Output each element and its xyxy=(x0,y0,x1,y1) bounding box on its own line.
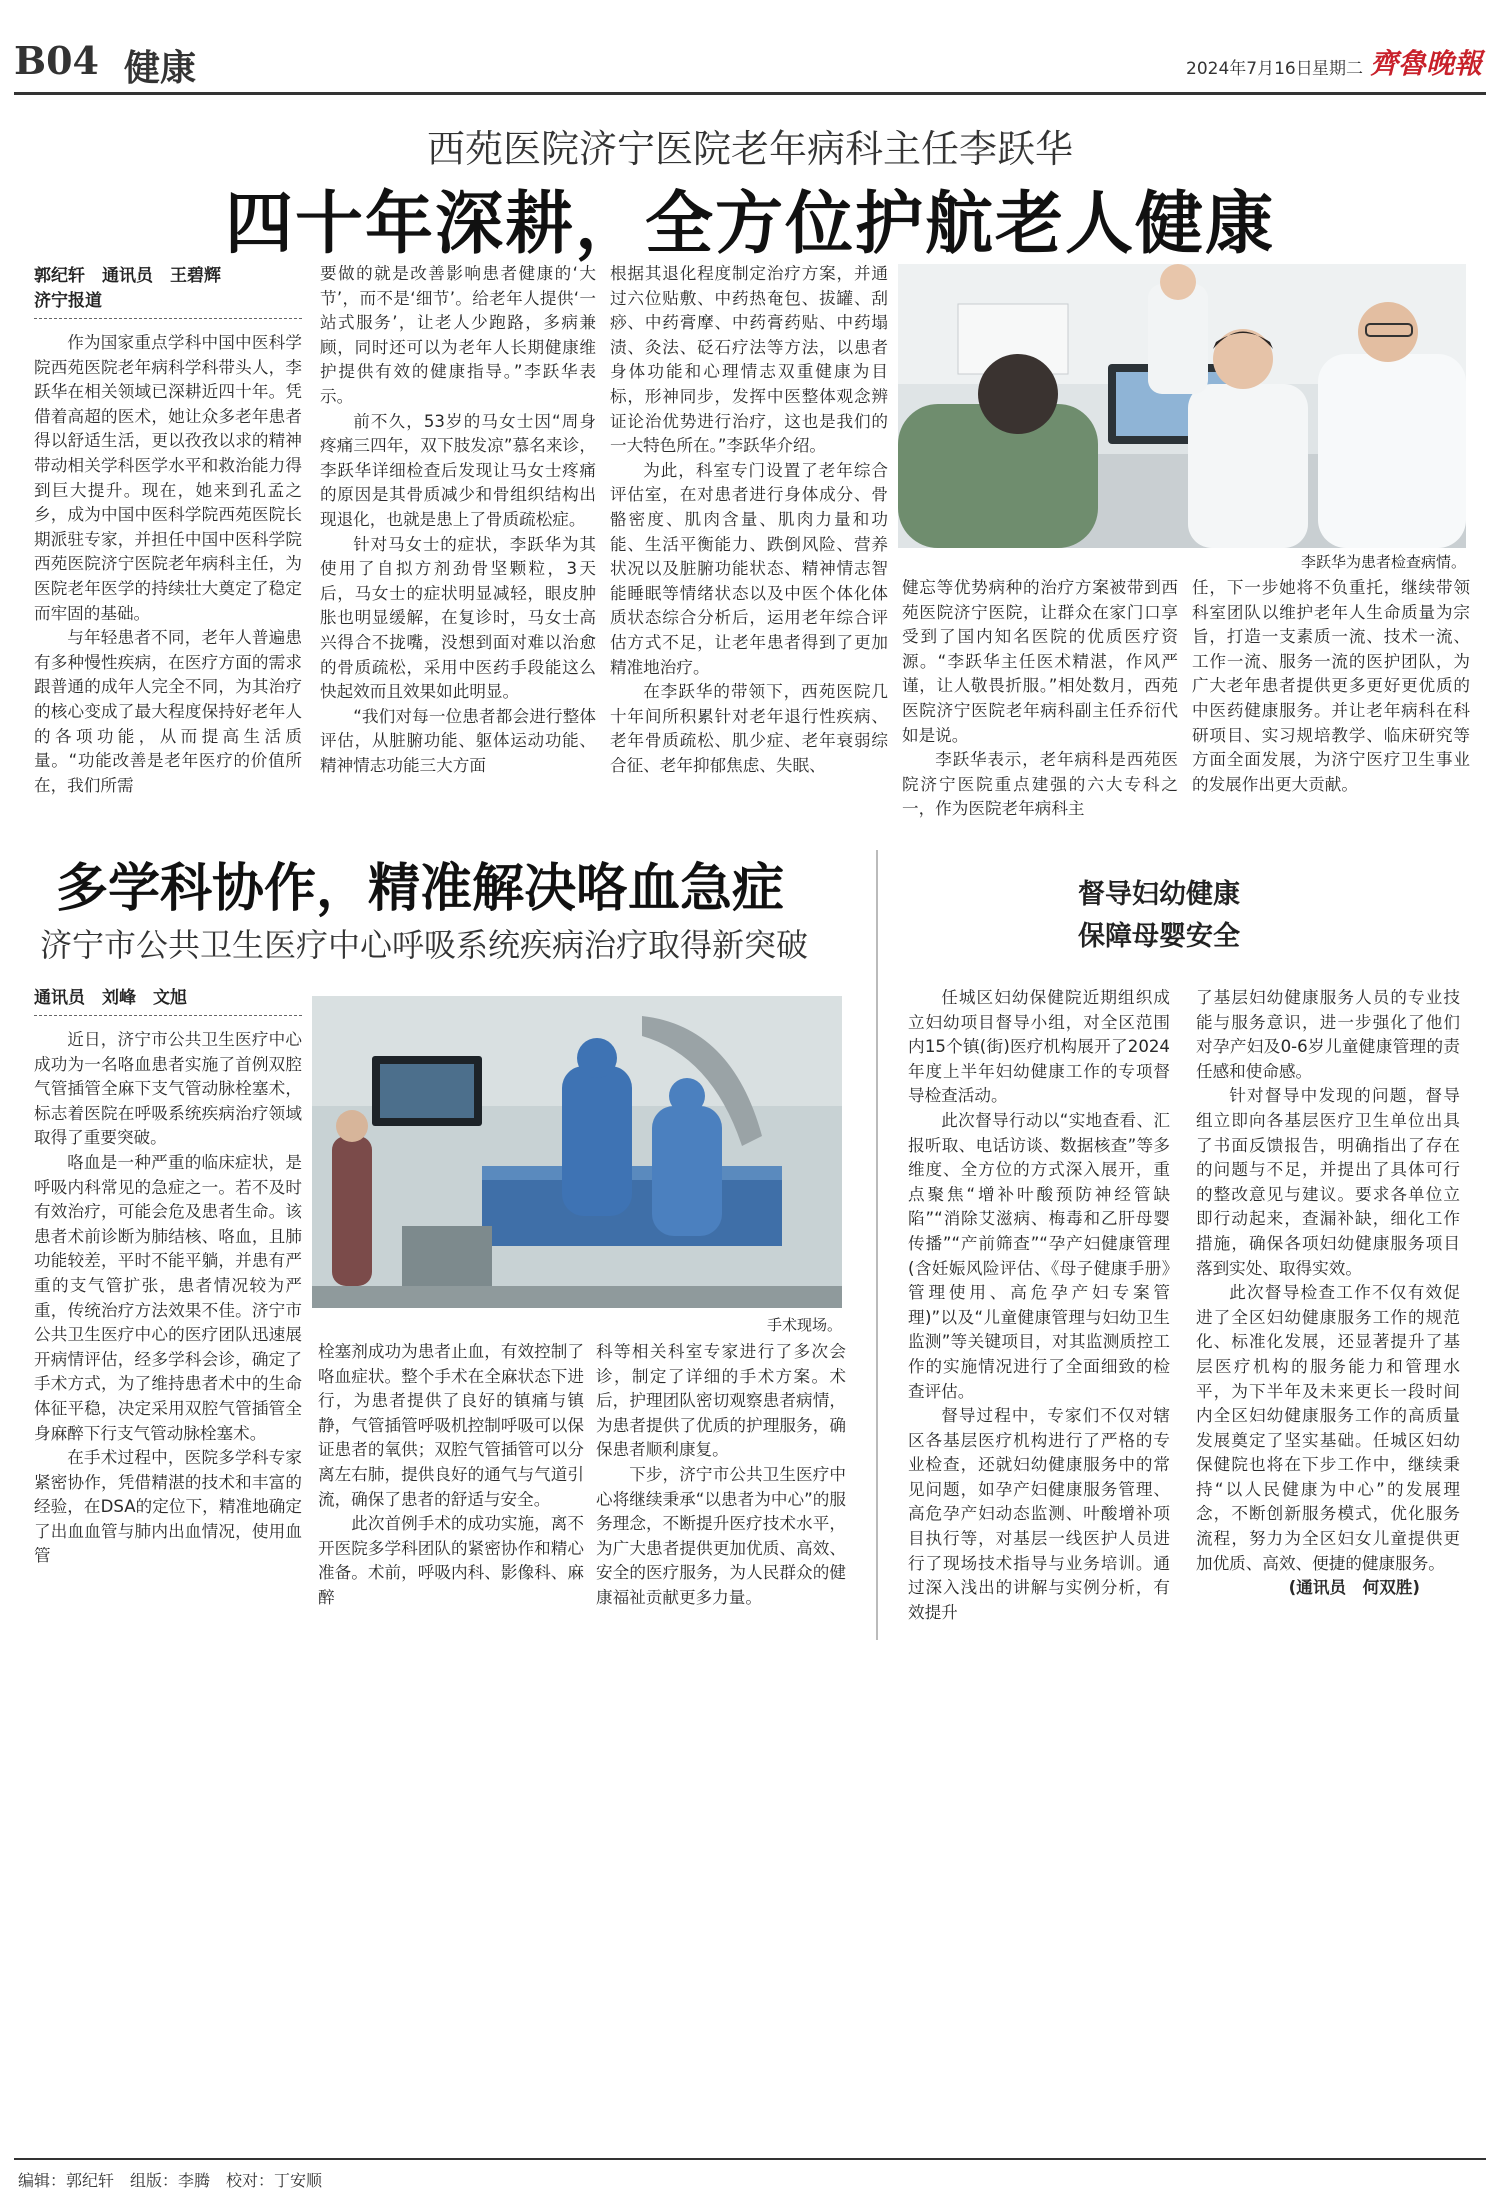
article2-column-2 xyxy=(318,1340,584,1611)
paragraph: 为此，科室专门设置了老年综合评估室，在对患者进行身体成分、骨骼密度、肌肉含量、肌肉力量和功能、生活平衡能力、跌倒风险、营养状况以及脏腑功能状态、精神情志智能睡眠等情绪状态以及中医个体化体质状态综合分析后，运用老年综合评估方式不足，让老年患者得到了更加精准地治疗。 xyxy=(610,460,888,677)
article1-kicker: 西苑医院济宁医院老年病科主任李跃华 xyxy=(426,127,1073,171)
article2-subhead: 济宁市公共卫生医疗中心呼吸系统疾病治疗取得新突破 xyxy=(40,926,809,964)
paragraph: 咯血是一种严重的临床症状，是呼吸内科常见的急症之一。若不及时有效治疗，可能会危及患者生命。该患者术前诊断为肺结核、咯血，且肺功能较差，平时不能平躺，并患有严重的支气管扩张，患者情况较为严重，传统治疗方法效果不佳。济宁市公共卫生医疗中心的医疗团队迅速展开病情评估，经多学科会诊，确定了手术方式，为了维持患者术中的生命体征平稳，决定采用双腔气管插管全身麻醉下行支气管动脉栓塞术。 xyxy=(34,1152,302,1443)
paragraph: 此次督导行动以“实地查看、汇报听取、电话访谈、数据核查”等多维度、全方位的方式深入展开，重点聚焦“增补叶酸预防神经管缺陷”“消除艾滋病、梅毒和乙肝母婴传播”“产前筛查”“孕产妇健康管理(含妊娠风险评估、《母子健康手册》管理使用、高危孕产妇专案管理)”以及“儿童健康管理与妇幼卫生监测”等关键项目，对其监测质控工作的实施情况进行了全面细致的检查评估。 xyxy=(908,1110,1170,1401)
article2-photo-caption: 手术现场。 xyxy=(766,1316,842,1334)
article3-byline: (通讯员 何双胜) xyxy=(1288,1578,1420,1598)
paragraph: 此次首例手术的成功实施，离不开医院多学科团队的紧密协作和精心准备。术前，呼吸内科、影像科、麻醉 xyxy=(318,1514,584,1607)
paragraph: 栓塞剂成功为患者止血，有效控制了咯血症状。整个手术在全麻状态下进行，为患者提供了良好的镇痛与镇静，气管插管呼吸机控制呼吸可以保证患者的氧供；双腔气管插管可以分离左右肺，提供良好的通气与气道引流，确保了患者的舒适与安全。 xyxy=(318,1342,584,1509)
article2-photo xyxy=(312,996,842,1308)
paragraph: 作为国家重点学科中国中医科学院西苑医院老年病科学科带头人，李跃华在相关领域已深耕近四十年。凭借着高超的医术，她让众多老年患者得以舒适生活，更以孜孜以求的精神带动相关学科医学水平和救治能力得到巨大提升。现在，她来到孔孟之乡，成为中国中医科学院西苑医院长期派驻专家，并担任中国中医科学院西苑医院济宁医院老年病科主任，为医院老年医学的持续壮大奠定了稳定而牢固的基础。 xyxy=(34,333,302,623)
paragraph: 在李跃华的带领下，西苑医院几十年间所积累针对老年退行性疾病、老年骨质疏松、肌少症、老年衰弱综合征、老年抑郁焦虑、失眠、 xyxy=(610,682,888,775)
paragraph: 前不久，53岁的马女士因“周身疼痛三四年，双下肢发凉”慕名来诊，李跃华详细检查后发现让马女士疼痛的原因是其骨质减少和骨组织结构出现退化，也就是患上了骨质疏松症。 xyxy=(320,411,596,529)
article1-column-1 xyxy=(34,264,302,798)
page-code: B04 xyxy=(14,38,99,83)
article3-column-1 xyxy=(908,986,1170,1625)
article2-col1-text xyxy=(34,1028,302,1569)
article2-column-1 xyxy=(34,986,302,1569)
paragraph: “我们对每一位患者都会进行整体评估，从脏腑功能、躯体运动功能、精神情志功能三大方面 xyxy=(320,706,596,775)
byline-divider xyxy=(34,1015,302,1016)
paragraph: 任，下一步她将不负重托，继续带领科室团队以维护老年人生命质量为宗旨，打造一支素质一流、技术一流、工作一流、服务一流的医护团队，为广大老年患者提供更多更好更优质的中医药健康服务。并让老年病科在科研项目、实习规培教学、临床研究等方面全面发展，为济宁医疗卫生事业的发展作出更大贡献。 xyxy=(1192,578,1470,794)
paragraph: 李跃华表示，老年病科是西苑医院济宁医院重点建强的六大专科之一，作为医院老年病科主 xyxy=(902,750,1178,819)
doctor-examining-patient-image xyxy=(898,264,1466,548)
article3-divider xyxy=(876,850,878,1640)
paragraph: 下步，济宁市公共卫生医疗中心将继续秉承“以患者为中心”的服务理念，不断提升医疗技术水平，为广大患者提供更加优质、高效、安全的医疗服务，为人民群众的健康福祉贡献更多力量。 xyxy=(596,1464,846,1607)
footer-credits: 编辑：郭纪轩 组版：李腾 校对：丁安顺 xyxy=(18,2171,323,2190)
article2-headline: 多学科协作，精准解决咯血急症 xyxy=(56,858,785,919)
article1-headline: 四十年深耕，全方位护航老人健康 xyxy=(224,184,1275,264)
issue-date: 2024年7月16日 xyxy=(1186,59,1313,79)
article1-column-2 xyxy=(320,262,596,778)
paragraph: 健忘等优势病种的治疗方案被带到西苑医院济宁医院，让群众在家门口享受到了国内知名医院的优质医疗资源。“李跃华主任医术精湛，作风严谨，让人敬畏折服。”相处数月，西苑医院济宁医院老年病科副主任乔衍代如是说。 xyxy=(902,578,1178,745)
article3-column-2 xyxy=(1196,986,1460,1601)
paragraph: 根据其退化程度制定治疗方案，并通过六位贴敷、中药热奄包、拔罐、刮痧、中药膏摩、中药膏药贴、中药塌渍、灸法、砭石疗法等方法，以患者身体功能和心理情志双重健康为目标，形神同步，发挥中医整体观念辨证论治优势进行治疗，这也是我们的一大特色所在。”李跃华介绍。 xyxy=(610,264,888,456)
article2-column-3 xyxy=(596,1340,846,1611)
newspaper-masthead: 齊魯晚報 xyxy=(1370,47,1483,80)
article1-col1-text xyxy=(34,331,302,798)
paragraph: 近日，济宁市公共卫生医疗中心成功为一名咯血患者实施了首例双腔气管插管全麻下支气管动脉栓塞术，标志着医院在呼吸系统疾病治疗领域取得了重要突破。 xyxy=(34,1030,302,1148)
article1-byline: 郭纪轩 通讯员 王碧辉 xyxy=(34,266,221,286)
footer-rule xyxy=(14,2158,1486,2160)
paragraph: 要做的就是改善影响患者健康的‘大节’，而不是‘细节’。给老年人提供‘一站式服务’，让老人少跑路，多病兼顾，同时还可以为老年人长期健康维护提供有效的健康指导。”李跃华表示。 xyxy=(320,264,596,406)
paragraph: 科等相关科室专家进行了多次会诊，制定了详细的手术方案。术后，护理团队密切观察患者病情，为患者提供了优质的护理服务，确保患者顺利康复。 xyxy=(596,1342,846,1460)
paragraph: 在手术过程中，医院多学科专家紧密协作，凭借精湛的技术和丰富的经验，在DSA的定位下，精准地确定了出血血管与肺内出血情况，使用血管 xyxy=(34,1448,302,1566)
article1-photo-caption: 李跃华为患者检查病情。 xyxy=(1300,553,1466,571)
paragraph: 此次督导检查工作不仅有效促进了全区妇幼健康服务工作的规范化、标准化发展，还显著提升了基层医疗机构的服务能力和管理水平，为下半年及未来更长一段时间内全区妇幼健康服务工作的高质量发展奠定了坚实基础。任城区妇幼保健院也将在下步工作中，继续秉持“以人民健康为中心”的发展理念，不断创新服务模式，优化服务流程，努力为全区妇女儿童提供更加优质、高效、便捷的健康服务。 xyxy=(1196,1283,1460,1573)
article1-column-3 xyxy=(610,262,888,778)
article1-column-5 xyxy=(1192,576,1470,797)
paragraph: 任城区妇幼保健院近期组织成立妇幼项目督导小组，对全区范围内15个镇(街)医疗机构展开了2024年度上半年妇幼健康工作的专项督导检查活动。 xyxy=(908,988,1170,1106)
byline-divider xyxy=(34,318,302,319)
article1-photo xyxy=(898,264,1466,548)
paragraph: 针对督导中发现的问题，督导组立即向各基层医疗卫生单位出具了书面反馈报告，明确指出了存在的问题与不足，并提出了具体可行的整改意见与建议。要求各单位立即行动起来，查漏补缺，细化工作措施，确保各项妇幼健康服务项目落到实处、取得实效。 xyxy=(1196,1086,1460,1278)
article1-dateline: 济宁报道 xyxy=(34,291,102,311)
paragraph: 与年轻患者不同，老年人普遍患有多种慢性疾病，在医疗方面的需求跟普通的成年人完全不同，为其治疗的核心变成了最大程度保持好老年人的各项功能，从而提高生活质量。“功能改善是老年医疗的价值所在，我们所需 xyxy=(34,628,302,795)
paragraph: 了基层妇幼健康服务人员的专业技能与服务意识，进一步强化了他们对孕产妇及0-6岁儿童健康管理的责任感和使命感。 xyxy=(1196,988,1460,1081)
surgery-scene-image xyxy=(312,996,842,1308)
section-name: 健康 xyxy=(124,47,197,89)
paragraph: 督导过程中，专家们不仅对辖区各基层医疗机构进行了严格的专业检查，还就妇幼健康服务中的常见问题，如孕产妇健康服务管理、高危孕产妇动态监测、叶酸增补项目执行等，对基层一线医护人员进行了现场技术指导与业务培训。通过深入浅出的讲解与实例分析，有效提升 xyxy=(908,1406,1170,1622)
issue-weekday: 星期二 xyxy=(1312,59,1363,79)
article3-title-line1: 督导妇幼健康 xyxy=(1078,879,1240,910)
paragraph: 针对马女士的症状，李跃华为其使用了自拟方剂劲骨坚颗粒，3天后，马女士的症状明显减轻，眼皮肿胀也明显缓解，在复诊时，马女士高兴得合不拢嘴，没想到面对难以治愈的骨质疏松，采用中医药手段能这么快起效而且效果如此明显。 xyxy=(320,534,596,702)
article3-title-line2: 保障母婴安全 xyxy=(1078,921,1240,952)
article2-byline: 通讯员 刘峰 文旭 xyxy=(34,988,187,1008)
article1-column-4 xyxy=(902,576,1178,822)
header-rule xyxy=(14,92,1486,95)
